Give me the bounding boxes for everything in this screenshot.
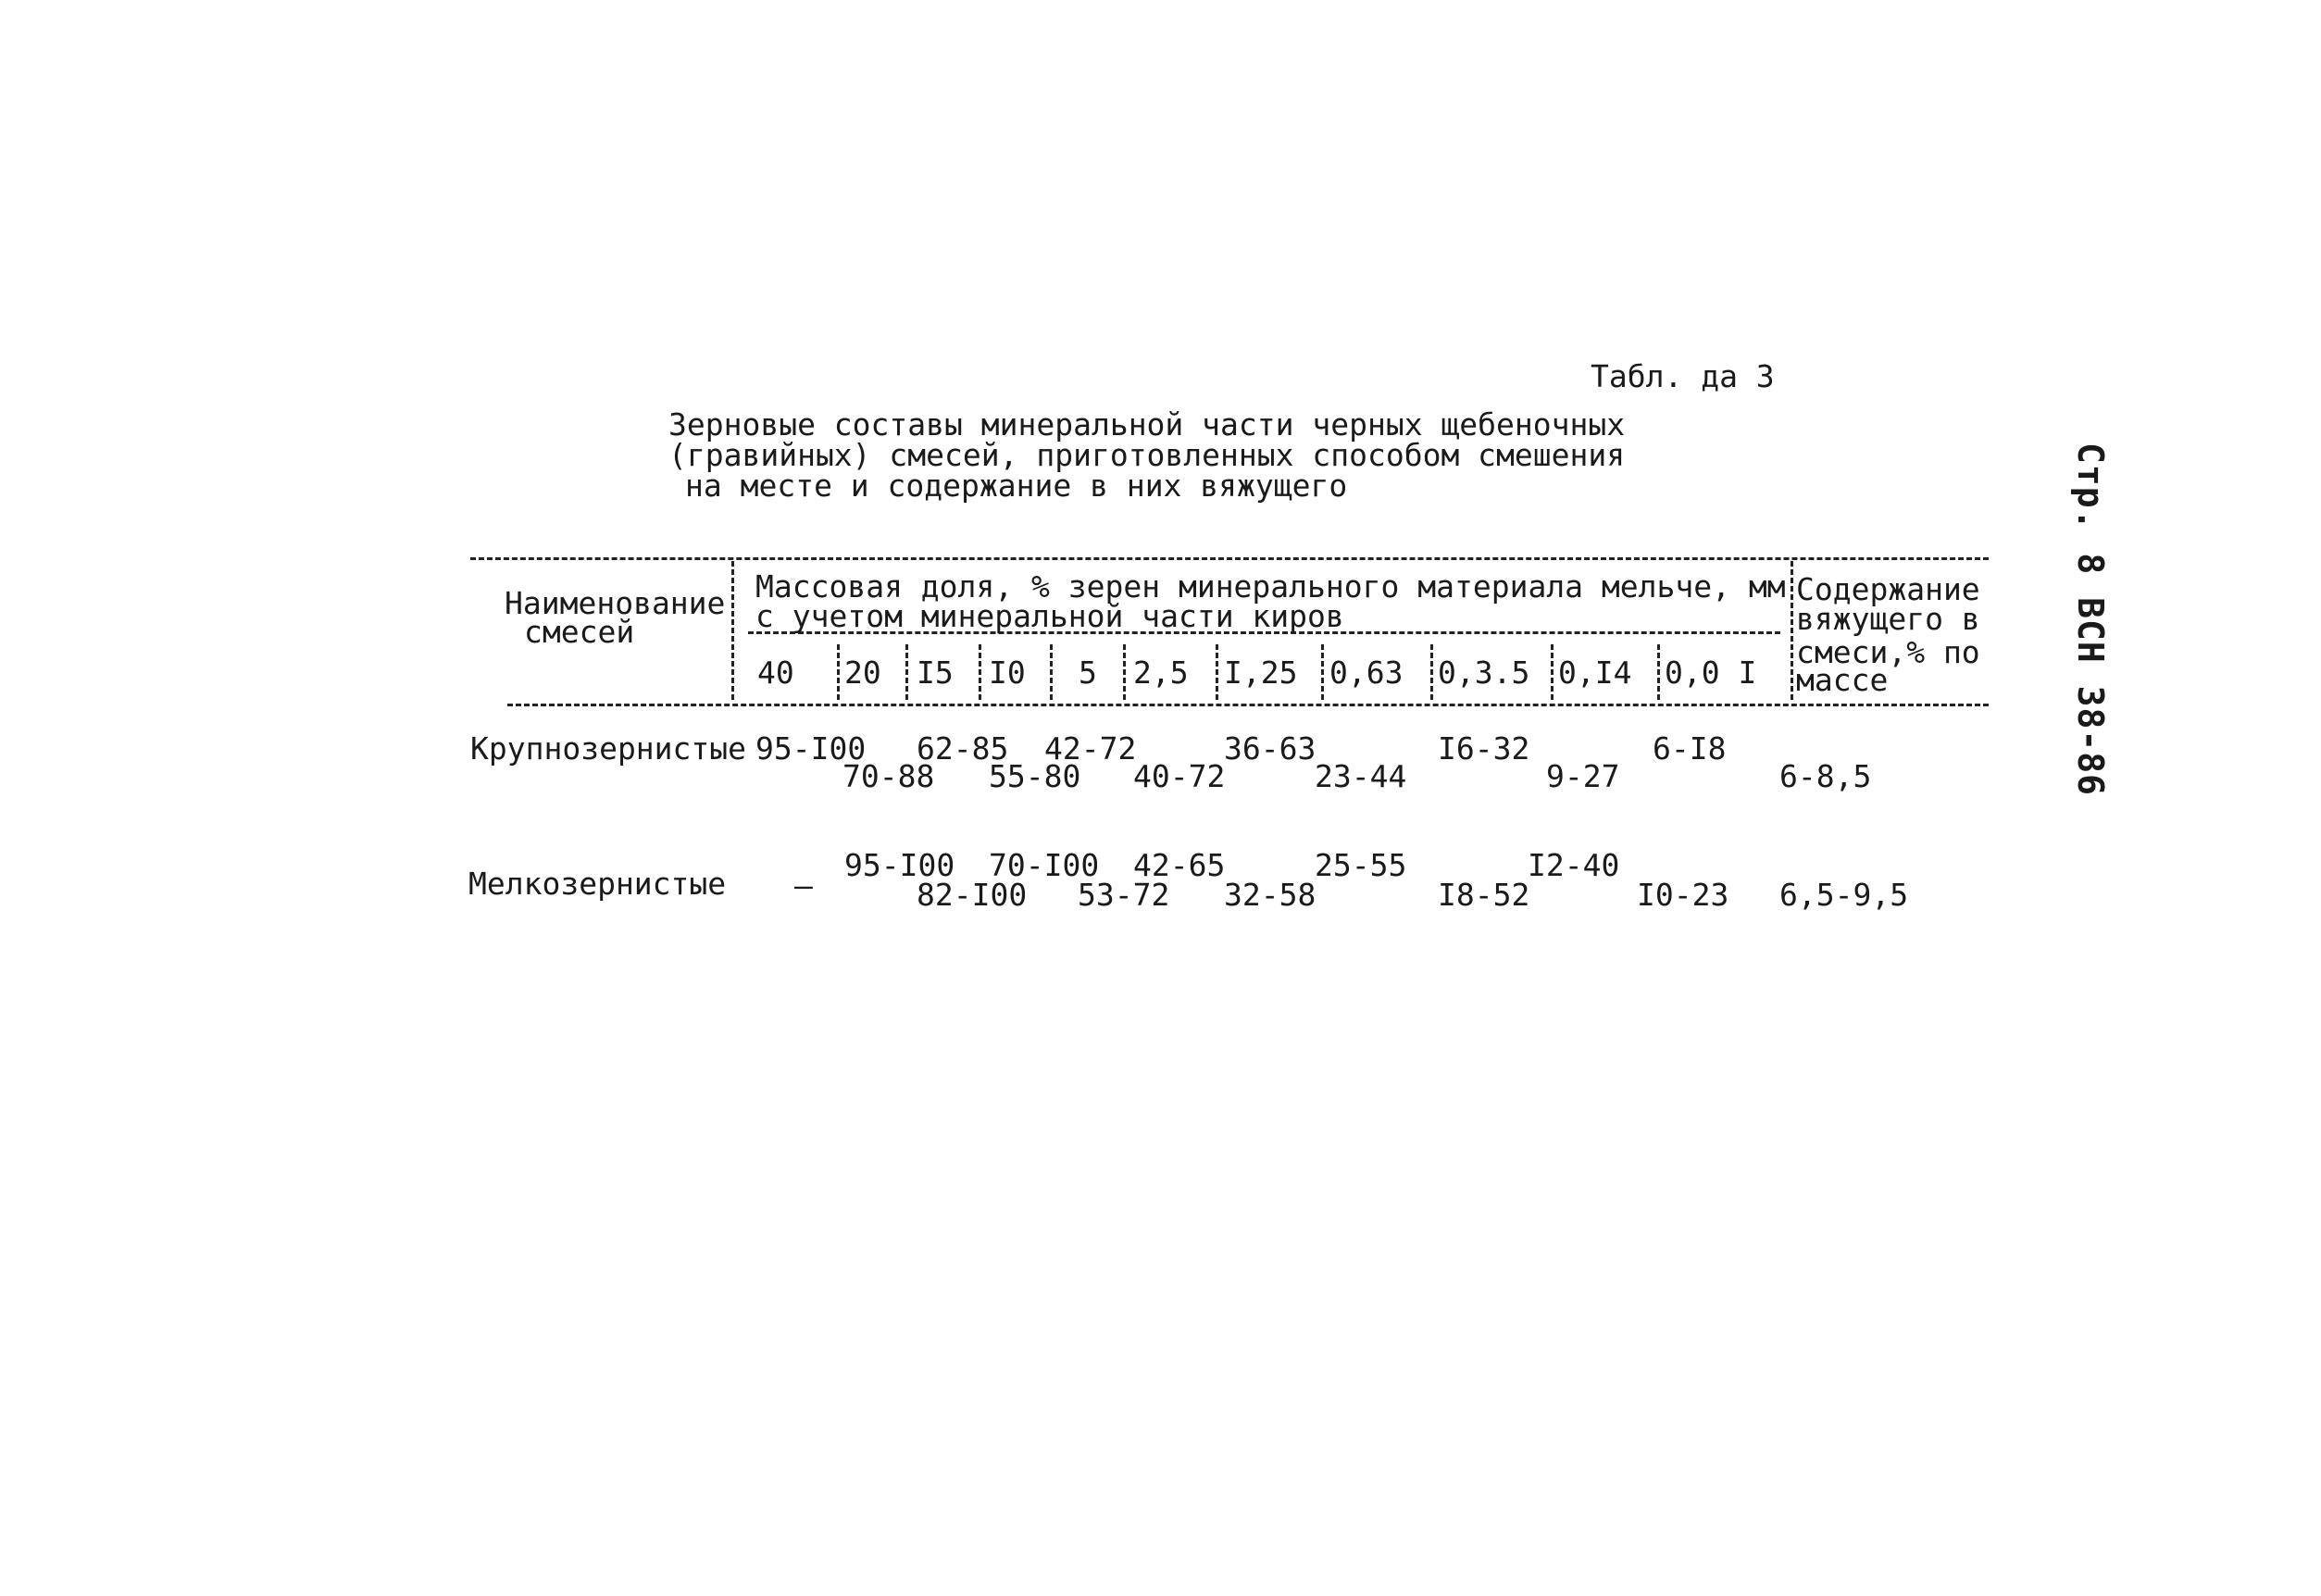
size-header: I5 <box>917 655 954 691</box>
size-header: 20 <box>844 655 881 691</box>
binder-cell: 6,5-9,5 <box>1779 877 1909 913</box>
column-separator <box>1791 561 1793 700</box>
header-mass-share-line-1: Массовая доля, % зерен минерального материала мельче, мм <box>755 568 1786 605</box>
table-title-line-1: Зерновые составы минеральной части черных щебеночных <box>668 406 1626 443</box>
header-binder-line-3: смеси,% по <box>1796 634 1980 670</box>
table-cell: 70-I00 <box>989 847 1100 883</box>
table-cell: 42-72 <box>1044 730 1137 767</box>
table-cell: I2-40 <box>1528 847 1620 883</box>
column-separator <box>837 644 840 700</box>
column-separator <box>1657 644 1660 700</box>
binder-cell: 6-8,5 <box>1779 758 1872 794</box>
table-cell: 23-44 <box>1315 758 1407 794</box>
size-header: I0 <box>989 655 1026 691</box>
page-label: Стр. 8 ВСН 38-86 <box>2070 443 2111 797</box>
table-cell: 32-58 <box>1224 877 1316 913</box>
table-cell: I6-32 <box>1438 730 1530 767</box>
header-bottom-rule <box>507 704 1989 706</box>
size-header: 0,0 I <box>1665 655 1757 691</box>
table-cell: 70-88 <box>842 758 935 794</box>
header-mass-share-line-2: с учетом минеральной части киров <box>755 598 1344 634</box>
size-header: 2,5 <box>1133 655 1189 691</box>
column-separator <box>731 561 734 700</box>
row-name: Мелкозернистые <box>468 866 727 902</box>
table-cell: 82-I00 <box>917 877 1028 913</box>
table-cell: 55-80 <box>989 758 1081 794</box>
table-cell: 6-I8 <box>1653 730 1727 767</box>
table-cell: 95-I00 <box>755 730 867 767</box>
table-cell: 9-27 <box>1546 758 1620 794</box>
header-binder-line-1: Содержание <box>1796 571 1980 607</box>
header-binder-line-4: массе <box>1796 662 1889 698</box>
header-name-line-1: Наименование <box>505 585 726 621</box>
table-title-line-3: на месте и содержание в них вяжущего <box>685 468 1348 504</box>
table-cell: 62-85 <box>917 730 1009 767</box>
table-cell: 25-55 <box>1315 847 1407 883</box>
column-separator <box>1050 644 1053 700</box>
table-cell: I0-23 <box>1637 877 1729 913</box>
table-cell: – <box>794 867 813 904</box>
column-separator <box>1430 644 1433 700</box>
size-header: 5 <box>1079 655 1097 691</box>
table-cell: 95-I00 <box>844 847 955 883</box>
column-separator <box>1321 644 1324 700</box>
row-name: Крупнозернистые <box>470 730 747 767</box>
table-cell: 42-65 <box>1133 847 1226 883</box>
column-separator <box>1123 644 1126 700</box>
table-cell: I8-52 <box>1438 877 1530 913</box>
size-header: I,25 <box>1224 655 1298 691</box>
column-separator <box>979 644 981 700</box>
column-separator <box>905 644 908 700</box>
table-cell: 53-72 <box>1078 877 1170 913</box>
header-name-line-2: смесей <box>524 614 635 650</box>
column-separator <box>1551 644 1554 700</box>
table-top-rule <box>470 557 1989 560</box>
column-separator <box>1216 644 1218 700</box>
size-header: 0,63 <box>1329 655 1404 691</box>
size-header: 0,I4 <box>1558 655 1632 691</box>
header-binder-line-2: вяжущего в <box>1796 601 1980 637</box>
table-number: Табл. да 3 <box>1591 358 1775 394</box>
size-header: 0,3.5 <box>1438 655 1530 691</box>
table-cell: 36-63 <box>1224 730 1316 767</box>
table-title-line-2: (гравийных) смесей, приготовленных способом смешения <box>668 437 1626 473</box>
table-cell: 40-72 <box>1133 758 1226 794</box>
size-header: 40 <box>757 655 794 691</box>
